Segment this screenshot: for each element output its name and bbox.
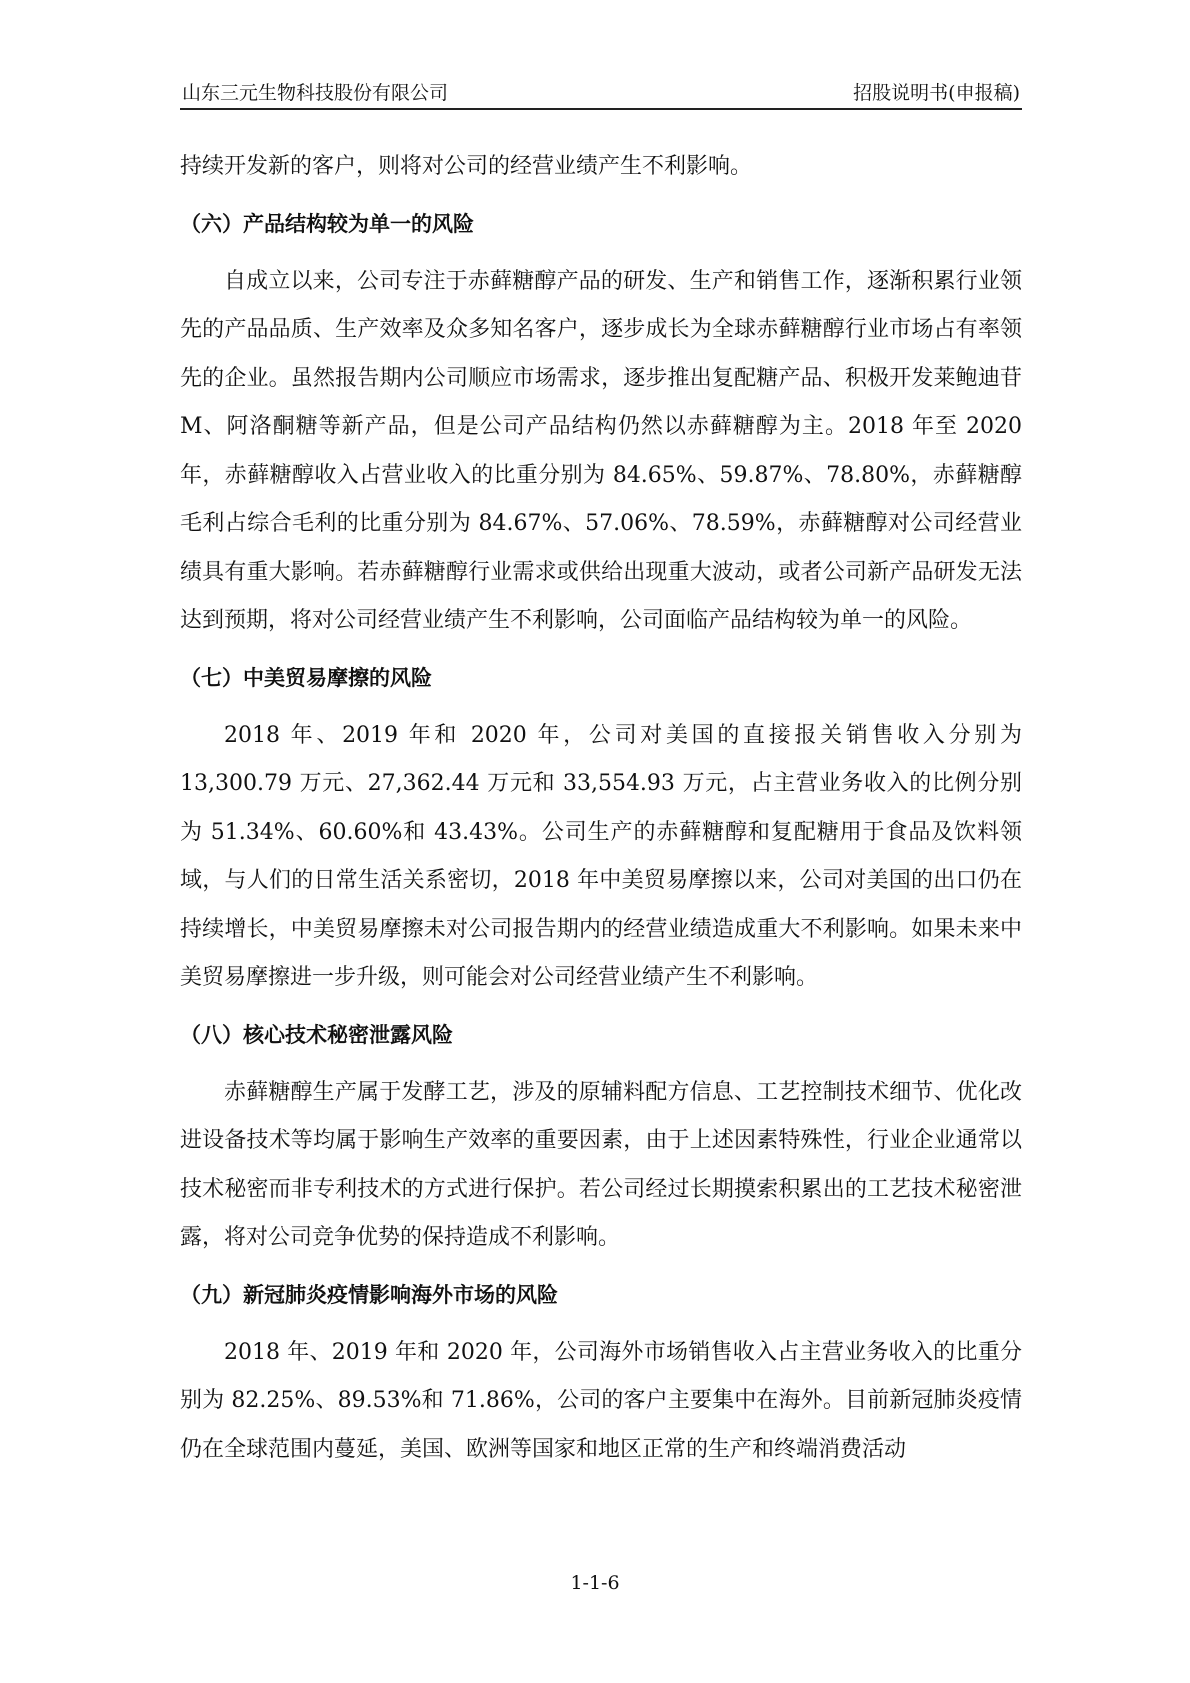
section-heading: （九）新冠肺炎疫情影响海外市场的风险 bbox=[180, 1282, 558, 1307]
paragraph: 2018 年、2019 年和 2020 年，公司海外市场销售收入占主营业务收入的比重分别为 82.25%、89.53%和 71.86%，公司的客户主要集中在海外。目前新冠肺炎疫情仍在全球范围内蔓延，美国、欧洲等国家和地区正常的生产和终端消费活动 bbox=[180, 1339, 1022, 1462]
section-heading: （六）产品结构较为单一的风险 bbox=[180, 211, 474, 236]
paragraph: 2018 年、2019 年和 2020 年，公司对美国的直接报关销售收入分别为 13,300.79 万元、27,362.44 万元和 33,554.93 万元，占主营业务收入的比例分别为 51.34%、60.60%和 43.43%。公司生产的赤藓糖醇和复配糖用于食品及饮料领域，与人们的日常生活关系密切，2018 年中美贸易摩擦以来，公司对美国的出口仍在持续增长，中美贸易摩擦未对公司报告期内的经营业绩造成重大不利影响。如果未来中美贸易摩擦进一步升级，则可能会对公司经营业绩产生不利影响。 bbox=[180, 722, 1022, 990]
document-title: 招股说明书(申报稿) bbox=[853, 82, 1020, 104]
paragraph: 赤藓糖醇生产属于发酵工艺，涉及的原辅料配方信息、工艺控制技术细节、优化改进设备技术等均属于影响生产效率的重要因素，由于上述因素特殊性，行业企业通常以技术秘密而非专利技术的方式进行保护。若公司经过长期摸索积累出的工艺技术秘密泄露，将对公司竞争优势的保持造成不利影响。 bbox=[180, 1079, 1022, 1250]
paragraph: 自成立以来，公司专注于赤藓糖醇产品的研发、生产和销售工作，逐渐积累行业领先的产品品质、生产效率及众多知名客户，逐步成长为全球赤藓糖醇行业市场占有率领先的企业。虽然报告期内公司顺应市场需求，逐步推出复配糖产品、积极开发莱鲍迪苷 M、阿洛酮糖等新产品，但是公司产品结构仍然以赤藓糖醇为主。2018 年至 2020 年，赤藓糖醇收入占营业收入的比重分别为 84.65%、59.87%、78.80%，赤藓糖醇毛利占综合毛利的比重分别为 84.67%、57.06%、78.59%，赤藓糖醇对公司经营业绩具有重大影响。若赤藓糖醇行业需求或供给出现重大波动，或者公司新产品研发无法达到预期，将对公司经营业绩产生不利影响，公司面临产品结构较为单一的风险。 bbox=[180, 268, 1022, 633]
section-heading: （七）中美贸易摩擦的风险 bbox=[180, 665, 432, 690]
page-header bbox=[180, 82, 1022, 110]
page-number: 1-1-6 bbox=[570, 1572, 620, 1594]
section-heading: （八）核心技术秘密泄露风险 bbox=[180, 1022, 453, 1047]
paragraph: 持续开发新的客户，则将对公司的经营业绩产生不利影响。 bbox=[180, 154, 753, 179]
company-name: 山东三元生物科技股份有限公司 bbox=[182, 82, 449, 104]
page-body bbox=[180, 143, 1022, 1474]
